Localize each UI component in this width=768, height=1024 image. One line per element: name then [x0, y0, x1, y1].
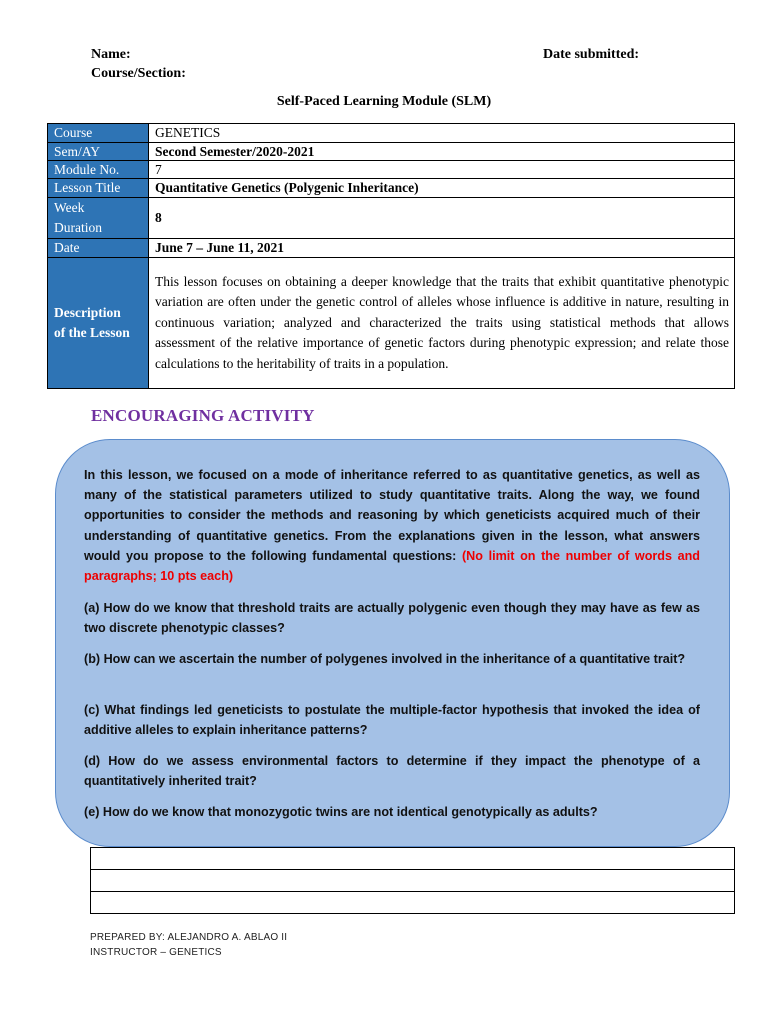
- description-label: [48, 258, 149, 389]
- course-label: Course: [48, 124, 149, 143]
- course-section-label: Course/Section:: [91, 66, 186, 81]
- module-no-value: 7: [149, 161, 735, 179]
- name-label: Name:: [91, 47, 131, 62]
- answer-lines[interactable]: [90, 847, 735, 914]
- table-row: [48, 198, 735, 239]
- date-value: June 7 – June 11, 2021: [149, 239, 735, 258]
- table-row: [48, 179, 735, 198]
- table-row: [48, 143, 735, 161]
- description-label-line2: of the Lesson: [54, 325, 130, 340]
- table-row: [48, 258, 735, 389]
- table-row: [48, 239, 735, 258]
- sem-ay-value: Second Semester/2020-2021: [149, 143, 735, 161]
- question-a: (a) How do we know that threshold traits are actually polygenic even though they may have as few as two discrete phenotypic classes?: [84, 601, 700, 636]
- instruction-note: (No limit on the number of words and paragraphs; 10 pts each): [84, 548, 700, 584]
- question-c: (c) What findings led geneticists to postulate the multiple-factor hypothesis that invoked the idea of additive alleles to explain inheritance patterns?: [84, 703, 700, 738]
- activity-intro: [84, 465, 700, 586]
- answer-line: [91, 891, 734, 892]
- week-duration-label: [48, 198, 149, 239]
- description-label-line1: Description: [54, 305, 121, 320]
- answer-line: [91, 869, 734, 870]
- course-value: GENETICS: [149, 124, 735, 143]
- question-b: (b) How can we ascertain the number of polygenes involved in the inheritance of a quantitative trait?: [84, 652, 686, 666]
- activity-intro-text: In this lesson, we focused on a mode of inheritance referred to as quantitative genetics, as well as many of the statistical parameters utilized to study quantitative traits. Along the way, we found opportunities to consider the methods and reasoning by which geneticists acquired much of their understanding of quantitative genetics. From the explanations given in the lesson, what answers would you propose to the following fundamental questions:: [84, 468, 700, 563]
- instructor-line: INSTRUCTOR – GENETICS: [90, 947, 222, 958]
- module-info-table: [47, 123, 735, 389]
- question-d: (d) How do we assess environmental factors to determine if they impact the phenotype of a quantitatively inherited trait?: [84, 754, 700, 789]
- module-no-label: Module No.: [48, 161, 149, 179]
- week-duration-value: 8: [149, 198, 735, 239]
- activity-heading: ENCOURAGING ACTIVITY: [91, 406, 315, 425]
- table-row: [48, 161, 735, 179]
- date-label: Date: [48, 239, 149, 258]
- lesson-title-value: Quantitative Genetics (Polygenic Inheritance): [149, 179, 735, 198]
- date-submitted-label: Date submitted:: [543, 47, 640, 62]
- week-duration-label-line2: Duration: [54, 220, 102, 235]
- table-row: [48, 124, 735, 143]
- module-title: Self-Paced Learning Module (SLM): [276, 94, 492, 109]
- description-value: This lesson focuses on obtaining a deeper knowledge that the traits that exhibit quantitative phenotypic variation are often under the genetic control of alleles whose influence is additive in nature, resulting in continuous variation; analyzed and characterized the traits using statistical methods that allows assessment of the relative importance of genetic factors during phenotypic expression; and relate those calculations to the heritability of traits in a population.: [149, 258, 735, 389]
- week-duration-label-line1: Week: [54, 200, 85, 215]
- prepared-by: PREPARED BY: ALEJANDRO A. ABLAO II: [90, 932, 288, 943]
- question-e: (e) How do we know that monozygotic twins are not identical genotypically as adults?: [84, 805, 598, 819]
- sem-ay-label: Sem/AY: [48, 143, 149, 161]
- lesson-title-label: Lesson Title: [48, 179, 149, 198]
